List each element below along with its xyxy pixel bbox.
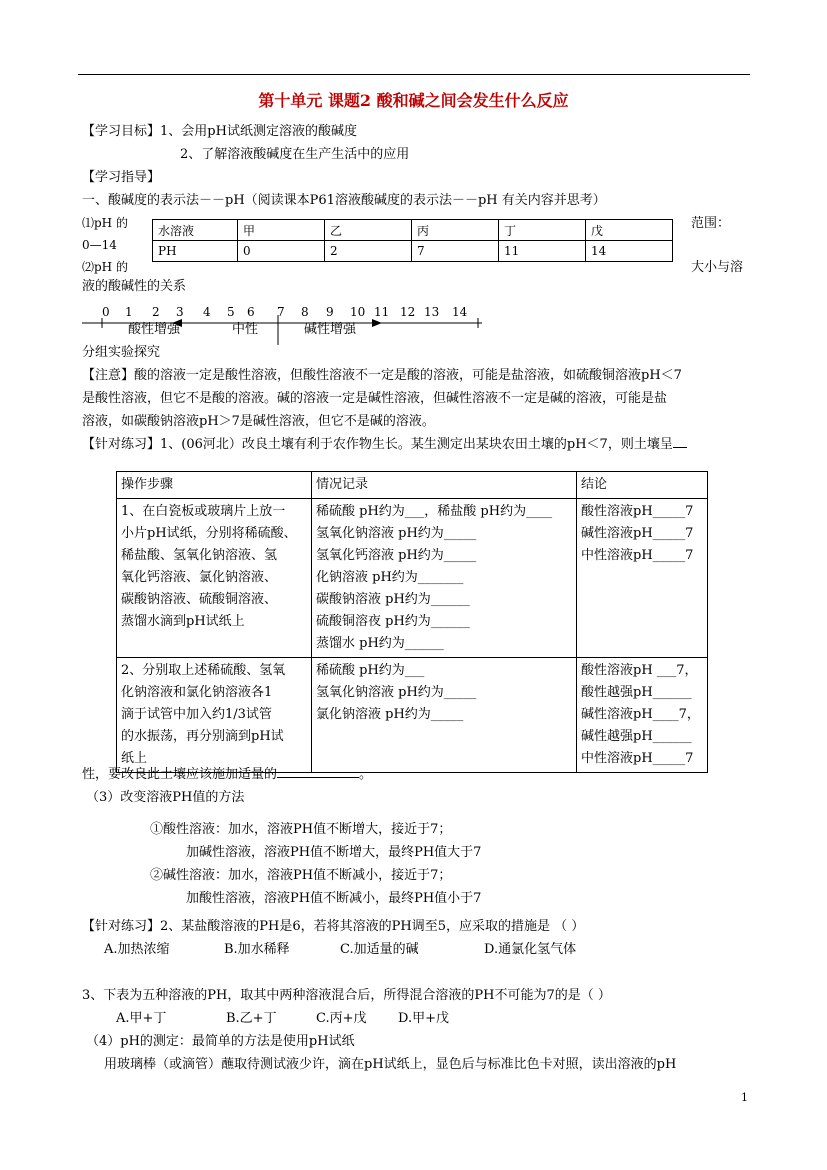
step-line: 稀盐酸、氢氧化钠溶液、氢	[121, 548, 278, 563]
record-line: 稀硫酸 pH约为___	[316, 663, 425, 678]
scale-tick-label: 3	[176, 305, 184, 319]
conclusion-line: 碱性溶液pH____7，	[581, 707, 700, 722]
scale-tick-label: 11	[374, 305, 390, 319]
table-row	[153, 220, 673, 241]
scale-tick-label: 0	[102, 305, 110, 319]
table-cell: 丁	[499, 220, 586, 241]
group-experiment-text: 分组实验探究	[82, 345, 161, 360]
conclusion-cell	[577, 499, 708, 658]
step-line: 纸上	[121, 751, 148, 766]
practice-2-option-c: C.加适量的碱	[340, 942, 419, 957]
step-line: 氧化钙溶液、氯化钠溶液、	[121, 570, 278, 585]
q3-option-b: B.乙+丁	[226, 1011, 277, 1026]
objective-2: 2、了解溶液酸碱度在生产生活中的应用	[180, 147, 410, 162]
note-line-1: 【注意】酸的溶液一定是酸性溶液，但酸性溶液不一定是酸的溶液，可能是盐溶液，如硫酸铜溶液pH＜7	[82, 368, 682, 383]
conclusion-line: 中性溶液pH_____7	[581, 751, 694, 766]
table-cell: 0	[238, 241, 325, 262]
record-line: 蒸馏水 pH约为______	[316, 636, 444, 651]
blank-line	[673, 447, 687, 448]
scale-tick-label: 4	[203, 305, 211, 319]
scale-tick-label: 2	[152, 305, 160, 319]
note-line-2: 是酸性溶液，但它不是酸的溶液。碱的溶液一定是碱性溶液，但碱性溶液不一定是碱的溶液，可能是盐	[82, 391, 668, 406]
practice-1-text: 【针对练习】1、(06河北）改良土壤有利于农作物生长。某生测定出某块农田土壤的pH＜7，则土壤呈	[82, 437, 673, 452]
ph-range-text-3: ⑵pH 的	[82, 260, 128, 274]
table-cell: 11	[499, 241, 586, 262]
note-line-3: 溶液，如碳酸钠溶液pH＞7是碱性溶液，但它不是碱的溶液。	[82, 414, 435, 429]
conclusion-line: 碱性溶液pH_____7	[581, 526, 694, 541]
section-1-heading: 一、酸碱度的表示法－－pH（阅读课本P61溶液酸碱度的表示法－－pH 有关内容并思考）	[82, 193, 606, 208]
ph-range-text-1: ⑴pH 的	[82, 216, 128, 230]
table-header: 操作步骤	[117, 472, 312, 499]
table-row	[117, 472, 708, 499]
scale-neutral-label: 中性	[232, 322, 259, 337]
q3-option-a: A.甲+丁	[116, 1011, 167, 1026]
table-cell: 丙	[412, 220, 499, 241]
step-cell	[117, 658, 312, 773]
practice-2-option-b: B.加水稀释	[224, 942, 290, 957]
record-line: 硫酸铜溶夜 pH约为______	[316, 614, 470, 629]
objective-1: 1、会用pH试纸测定溶液的酸碱度	[160, 124, 357, 139]
table-row	[117, 658, 708, 773]
blank-line	[277, 777, 359, 778]
table-row	[153, 241, 673, 262]
conclusion-line: 酸性越强pH______	[581, 685, 692, 700]
section-4-text: 用玻璃棒（或滴管）蘸取待测试液少许，滴在pH试纸上，显色后与标准比色卡对照，读出溶液的pH	[104, 1057, 677, 1072]
section-4-heading: （4）pH的测定：最简单的方法是使用pH试纸	[86, 1034, 355, 1049]
step-line: 滴于试管中加入约1/3试管	[121, 707, 272, 722]
step-line: 化钠溶液和氯化钠溶液各1	[121, 685, 273, 700]
scale-tick-label: 10	[350, 305, 366, 319]
practice-2: 【针对练习】2、某盐酸溶液的PH是6，若将其溶液的PH调至5，应采取的措施是 （ ）	[82, 919, 585, 934]
table-cell: 14	[586, 241, 673, 262]
practice-2-option-d: D.通氯化氢气体	[484, 942, 577, 957]
method-line-2: 加碱性溶液，溶液PH值不断增大，最终PH值大于7	[186, 845, 482, 860]
table-cell: PH	[153, 241, 238, 262]
scale-tick-label: 6	[247, 305, 255, 319]
soil-conclusion	[82, 767, 372, 784]
record-line: 氢氧化钠溶液 pH约为_____	[316, 526, 477, 541]
base-arrow-icon	[372, 319, 382, 327]
table-cell: 甲	[238, 220, 325, 241]
scale-tick-label: 5	[227, 305, 235, 319]
step-line: 碳酸钠溶液、硫酸铜溶液、	[121, 592, 278, 607]
page-number: 1	[741, 1091, 748, 1104]
table-header: 情况记录	[312, 472, 577, 499]
scale-tick-label: 14	[452, 305, 468, 319]
ph-table	[152, 219, 673, 262]
record-cell	[312, 658, 577, 773]
record-line: 氢氧化钙溶液 pH约为_____	[316, 548, 477, 563]
scale-tick-label: 1	[125, 305, 133, 319]
step-line: 小片pH试纸，分别将稀硫酸、	[121, 526, 297, 541]
objectives-line	[82, 124, 357, 141]
ph-relation-text: 液的酸碱性的关系	[82, 279, 187, 294]
step-cell	[117, 499, 312, 658]
step-line: 2、分别取上述稀硫酸、氢氧	[121, 663, 286, 678]
conclusion-line: 碱性越强pH______	[581, 729, 692, 744]
q3-option-c: C.丙+戊	[316, 1011, 367, 1026]
scale-tick-label: 8	[301, 305, 309, 319]
soil-text: 性，要改良此土壤应该施加适量的	[82, 767, 278, 782]
section-3-heading: （3）改变溶液PH值的方法	[86, 790, 245, 805]
table-row	[117, 499, 708, 658]
table-cell: 水溶液	[153, 220, 238, 241]
step-line: 蒸馏水滴到pH试纸上	[121, 614, 245, 629]
ph-range-right-2: 大小与溶	[691, 260, 744, 275]
header-rule	[78, 74, 750, 75]
scale-tick-label: 12	[400, 305, 416, 319]
conclusion-line: 酸性溶液pH ___7，	[581, 663, 698, 678]
method-line-3: ②碱性溶液：加水，溶液PH值不断减小，接近于7；	[150, 868, 452, 883]
scale-base-label: 碱性增强	[304, 322, 357, 337]
scale-tick-label: 9	[326, 305, 334, 319]
ph-range-text-2: 0—14	[82, 238, 117, 252]
step-line: 1、在白瓷板或玻璃片上放一	[121, 504, 286, 519]
practice-2-option-a: A.加热浓缩	[104, 942, 170, 957]
method-line-4: 加酸性溶液，溶液PH值不断减小，最终PH值小于7	[186, 891, 482, 906]
conclusion-line: 酸性溶液pH_____7	[581, 504, 694, 519]
record-line: 氯化钠溶液 pH约为_____	[316, 707, 464, 722]
soil-period: 。	[359, 767, 373, 782]
conclusion-line: 中性溶液pH_____7	[581, 548, 694, 563]
table-cell: 戊	[586, 220, 673, 241]
table-cell: 乙	[325, 220, 412, 241]
objectives-label: 【学习目标】	[82, 124, 161, 139]
scale-acid-label: 酸性增强	[128, 322, 181, 337]
question-3: 3、下表为五种溶液的PH，取其中两种溶液混合后，所得混合溶液的PH不可能为7的是（ ）	[82, 988, 611, 1003]
table-cell: 2	[325, 241, 412, 262]
guide-label: 【学习指导】	[82, 170, 161, 185]
conclusion-cell	[577, 658, 708, 773]
record-line: 稀硫酸 pH约为___，稀盐酸 pH约为____	[316, 504, 553, 519]
step-line: 的水振荡，再分别滴到pH试	[121, 729, 284, 744]
record-line: 碳酸钠溶液 pH约为______	[316, 592, 470, 607]
record-line: 氢氧化钠溶液 pH约为_____	[316, 685, 477, 700]
practice-1	[82, 437, 687, 454]
ph-range-right-1: 范围：	[691, 216, 731, 231]
scale-tick-label: 7	[277, 305, 285, 319]
experiment-table	[116, 471, 708, 773]
table-header: 结论	[577, 472, 708, 499]
scale-tick-label: 13	[424, 305, 440, 319]
page-title: 第十单元 课题2 酸和碱之间会发生什么反应	[258, 91, 569, 110]
record-cell	[312, 499, 577, 658]
q3-option-d: D.甲+戊	[398, 1011, 449, 1026]
method-line-1: ①酸性溶液：加水，溶液PH值不断增大，接近于7；	[150, 822, 452, 837]
record-line: 化钠溶液 pH约为_______	[316, 570, 464, 585]
table-cell: 7	[412, 241, 499, 262]
